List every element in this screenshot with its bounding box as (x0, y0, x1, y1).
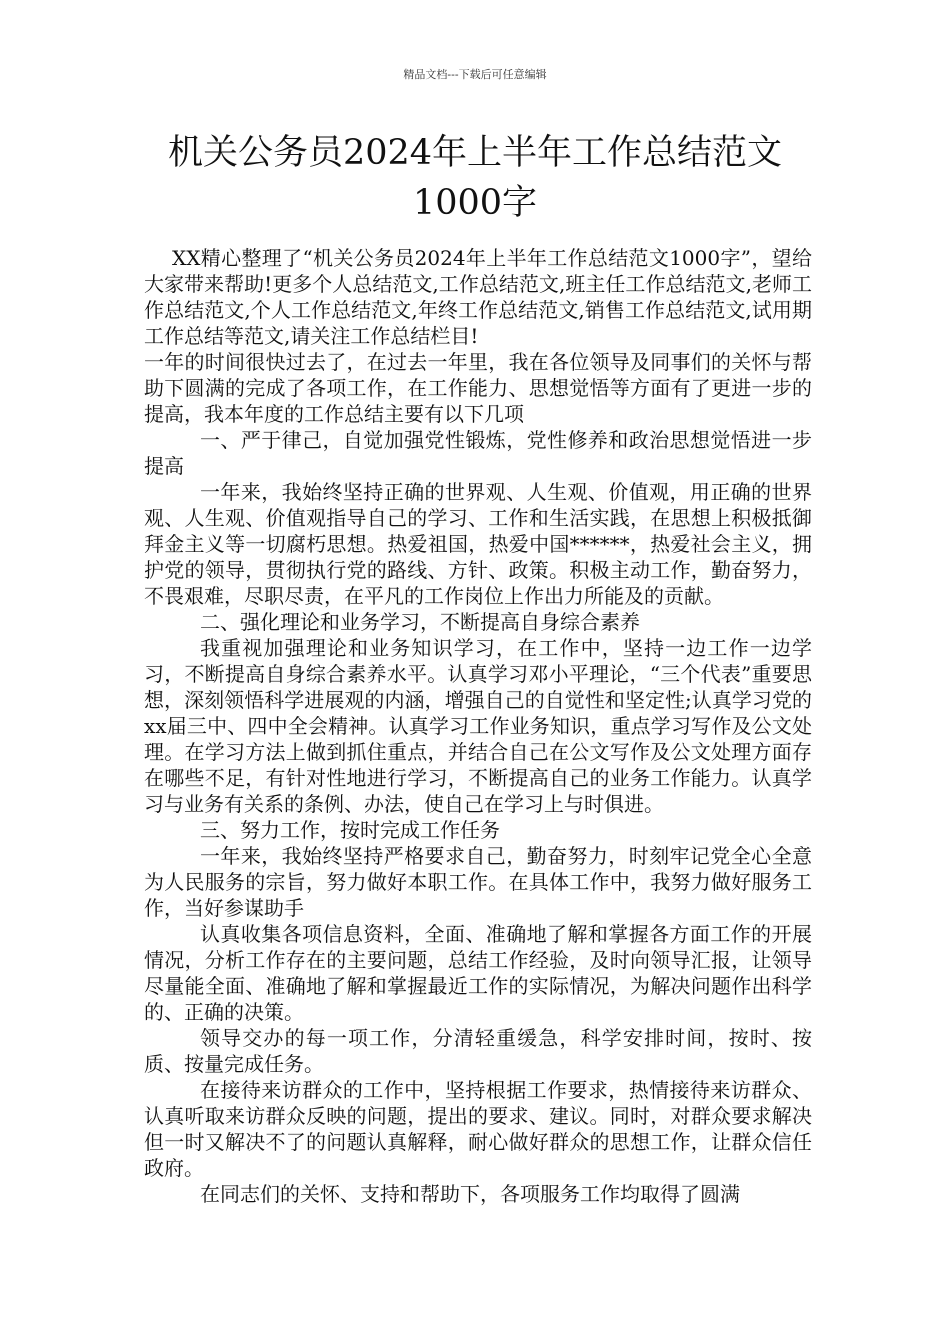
section-heading: 二、强化理论和业务学习，不断提高自身综合素养 (200, 610, 640, 634)
body-paragraph: 在接待来访群众的工作中，坚持根据工作要求，热情接待来访群众、认真听取来访群众反映的问题，提出的要求、建议。同时，对群众要求解决但一时又解决不了的问题认真解释，耐心做好群众的思想工作，让群众信任政府。 (144, 1078, 812, 1180)
document-body (144, 245, 812, 1207)
body-paragraph: 我重视加强理论和业务知识学习，在工作中，坚持一边工作一边学习，不断提高自身综合素养水平。认真学习邓小平理论，“三个代表”重要思想，深刻领悟科学进展观的内涵，增强自己的自觉性和坚定性;认真学习党的xx届三中、四中全会精神。认真学习工作业务知识，重点学习写作及公文处理。在学习方法上做到抓住重点，并结合自己在公文写作及公文处理方面存在哪些不足，有针对性地进行学习，不断提高自己的业务工作能力。认真学习与业务有关系的条例、办法，使自己在学习上与时俱进。 (144, 636, 812, 816)
document-title (120, 128, 830, 228)
body-paragraph: 在同志们的关怀、支持和帮助下，各项服务工作均取得了圆满 (200, 1182, 740, 1206)
section-heading: 三、努力工作，按时完成工作任务 (200, 818, 500, 842)
body-paragraph: 一年的时间很快过去了，在过去一年里，我在各位领导及同事们的关怀与帮助下圆满的完成了各项工作，在工作能力、思想觉悟等方面有了更进一步的提高，我本年度的工作总结主要有以下几项 (144, 350, 812, 426)
body-paragraph: 一年来，我始终坚持正确的世界观、人生观、价值观，用正确的世界观、人生观、价值观指导自己的学习、工作和生活实践，在思想上积极抵御拜金主义等一切腐朽思想。热爱祖国，热爱中国******，热爱社会主义，拥护党的领导，贯彻执行党的路线、方针、政策。积极主动工作，勤奋努力，不畏艰难，尽职尽责，在平凡的工作岗位上作出力所能及的贡献。 (144, 480, 812, 608)
section-heading: 一、严于律己，自觉加强党性锻炼，党性修养和政治思想觉悟进一步提高 (144, 428, 812, 478)
header-note: 精品文档---下载后可任意编辑 (403, 68, 547, 81)
title-line-1: 机关公务员2024年上半年工作总结范文 (167, 133, 783, 173)
body-paragraph: 一年来，我始终坚持严格要求自己，勤奋努力，时刻牢记党全心全意为人民服务的宗旨，努力做好本职工作。在具体工作中，我努力做好服务工作，当好参谋助手 (144, 844, 812, 920)
title-line-2: 1000字 (412, 183, 538, 223)
body-paragraph: 认真收集各项信息资料，全面、准确地了解和掌握各方面工作的开展情况，分析工作存在的主要问题，总结工作经验，及时向领导汇报，让领导尽量能全面、准确地了解和掌握最近工作的实际情况，为解决问题作出科学的、正确的决策。 (144, 922, 812, 1024)
intro-paragraph: XX精心整理了“机关公务员2024年上半年工作总结范文1000字”，望给大家带来帮助!更多个人总结范文,工作总结范文,班主任工作总结范文,老师工作总结范文,个人工作总结范文,年终工作总结范文,销售工作总结范文,试用期工作总结等范文,请关注工作总结栏目! (144, 246, 812, 348)
body-paragraph: 领导交办的每一项工作，分清轻重缓急，科学安排时间，按时、按质、按量完成任务。 (144, 1026, 812, 1076)
